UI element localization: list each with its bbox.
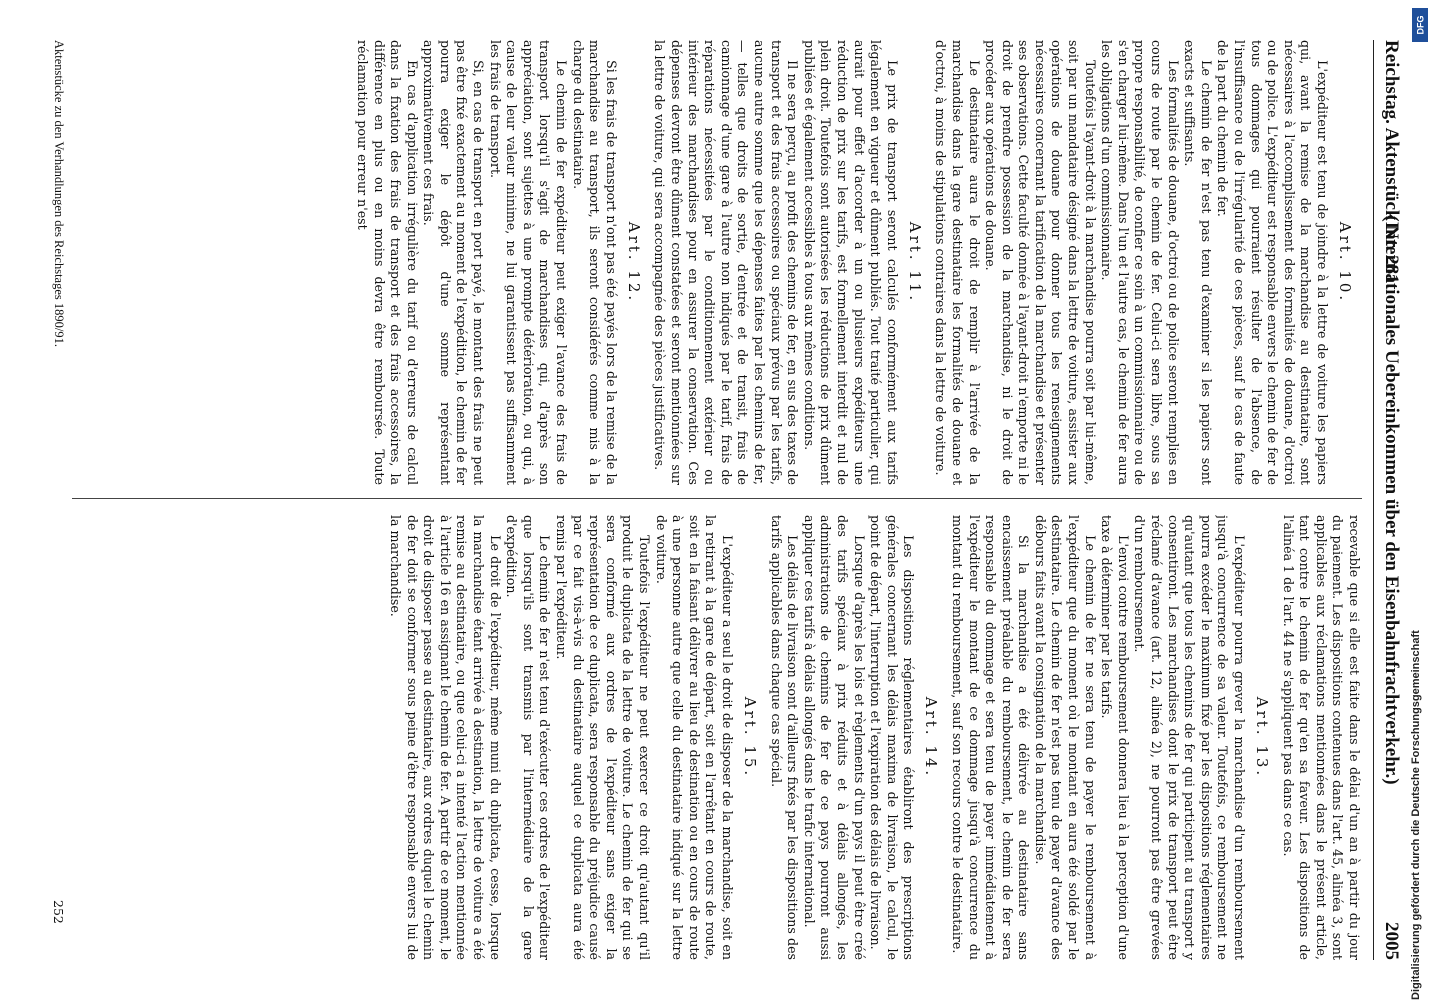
paragraph: Il ne sera perçu, au profit des chemins de fer, en sus des taxes de transport et des frais accessoires ou spéciaux prévus par les tarifs, aucune autre somme que les dépenses faites par les chemins de fer, — telles que droits de sortie, d'entrée et de transit, frais de camionnage d'une gare à l'autre non indiqués par le tarif, frais de réparations nécessitées par le conditionnement extérieur ou intérieur des marchandises pour en assurer la conservation. Ces dépenses devront être dûment constatées et seront mentionnées sur la lettre de voiture, qui sera accompagnée des pièces justificatives.: [652, 40, 801, 485]
paragraph: Le droit de l'expéditeur, même muni du duplicata, cesse, lorsque la marchandise étant arrivée à destination, la lettre de voiture a été remise au destinataire, ou que celui-ci a intenté l'action mentionnée à l'article 16 en assignant le chemin de fer. A partir de ce moment, le droit de disposer passe au destinataire, aux ordres duquel le chemin de fer doit se conformer sous peine d'être responsable envers lui de la marchandise.: [388, 515, 503, 960]
article-heading: Art. 13.: [1253, 696, 1272, 779]
article-heading: Art. 12.: [624, 221, 643, 304]
paragraph: Le chemin de fer expéditeur peut exiger l'avance des frais de transport lorsqu'il s'agit de marchandises qui, d'après son appréciation, sont sujettes à une prompte détérioration, ou qui, à cause de leur valeur minime, ne lui garantissent pas suffisamment les frais de transport.: [487, 40, 570, 485]
right-column: [72, 515, 1362, 960]
paragraph: Toutefois l'ayant-droit à la marchandise pourra soit par lui-même, soit par un mandataire désigné dans la lettre de voiture, assister aux opérations de douane pour donner tous les renseignements nécessaires concernant la tarification de la marchandise et présenter ses observations. Cette faculté donnée à l'ayant-droit n'emporte ni le droit de prendre possession de la marchandise, ni le droit de procéder aux opérations de douane.: [983, 40, 1098, 485]
paragraph: En cas d'application irrégulière du tarif ou d'erreurs de calcul dans la fixation des frais de transport et des frais accessoires, la différence en plus ou en moins devra être remboursée. Toute réclamation pour erreur n'est: [354, 40, 420, 485]
running-head: [1373, 40, 1404, 960]
paragraph: Si, en cas de transport en port payé, le montant des frais ne peut pas être fixé exactement au moment de l'expédition, le chemin de fer pourra exiger le dépôt d'une somme représentant approximativement ces frais.: [421, 40, 487, 485]
sheet-number: 252: [51, 900, 66, 924]
article-heading: Art. 14.: [922, 696, 941, 779]
left-column: [72, 40, 1362, 485]
paragraph: L'expéditeur pourra grever la marchandise d'un remboursement jusqu'à concurrence de sa valeur. Toutefois, ce remboursement ne pourra excéder le maximum fixé par les dispositions réglementaires qu'autant que tous les chemins de fer qui participent au transport y consentiront. Les marchandises dont le prix de transport peut être réclamé d'avance (art. 12, alinéa 2), ne pourront pas être grevées d'un remboursement.: [1132, 515, 1248, 960]
dfg-logo-icon: [1412, 8, 1428, 42]
paragraph: Le destinataire aura le droit de remplir à l'arrivée de la marchandise dans la gare destinataire les formalités de douane et d'octroi, à moins de stipulations contraires dans la lettre de voiture.: [933, 40, 982, 485]
running-head-center: (Internationales Uebereinkommen über den Eisenbahnfrachtverkehr.): [1381, 215, 1402, 785]
paragraph: Si la marchandise a été délivrée au destinataire sans encaissement préalable du remboursement, le chemin de fer sera responsable du dommage et sera tenu de payer immédiatement à l'expéditeur le montant de ce dommage jusqu'à concurrence du montant du remboursement, sauf son recours contre le destinataire.: [949, 515, 1032, 960]
dfg-logo-text: DFG: [1415, 15, 1425, 35]
article-heading: Art. 11.: [905, 221, 924, 304]
article-heading: Art. 10.: [1336, 221, 1354, 304]
footer-signature: Aktenstücke zu den Verhandlungen des Reichstages 1890/91.: [52, 40, 66, 347]
paragraph: Le prix de transport seront calculés conformément aux tarifs légalement en vigueur et dûment publiés. Tout traité particulier, qui aurait pour effet d'accorder à un ou plusieurs expéditeurs une réduction de prix sur les tarifs, est formellement interdit et nul de plein droit. Toutefois sont autorisées les réductions de prix dûment publiées et également accessibles à tous aux mêmes conditions.: [801, 40, 900, 485]
paragraph: Les délais de livraison sont d'ailleurs fixés par les dispositions des tarifs applicables dans chaque cas spécial.: [768, 515, 801, 960]
paragraph: Le chemin de fer n'est pas tenu d'examiner si les papiers sont exacts et suffisants.: [1182, 40, 1214, 485]
paragraph: Les formalités de douane, d'octroi ou de police seront remplies en cours de route par le chemin de fer. Celui-ci sera libre, sous sa propre responsabilité, de confier ce soin à un commissionnaire ou de s'en charger lui-même. Dans l'un et l'autre cas, le chemin de fer aura les obligations d'un commissionnaire.: [1099, 40, 1181, 485]
running-head-left: Reichstag. Aktenstück Nr. 281.: [1381, 40, 1402, 289]
digitization-note: Digitalisierung gefördert durch die Deutsche Forschungsgemeinschaft: [1410, 630, 1422, 1000]
paragraph: Lorsque d'après les lois et règlements d'un pays il peut être créé des tarifs spéciaux à prix réduits et à délais allongés, les administrations de chemins de fer de ce pays pourront aussi appliquer ces tarifs à délais allongés dans le trafic international.: [801, 515, 867, 960]
paragraph: L'expéditeur est tenu de joindre à la lettre de voiture les papiers qui, avant la remise de la marchandise au destinataire, sont nécessaires à l'accomplissement des formalités de douane, d'octroi ou de police. L'expéditeur est responsable envers le chemin de fer de tous dommages qui pourraient résulter de l'absence, de l'insuffisance ou de l'irrégularité de ces pièces, sauf le cas de faute de la part du chemin de fer.: [1215, 40, 1330, 485]
paragraph: L'expéditeur a seul le droit de disposer de la marchandise, soit en la retirant à la gare de départ, soit en l'arrêtant en cours de route, soit en la faisant délivrer au lieu de destination ou en cours de route à une personne autre que celle du destinataire indiqué sur la lettre de voiture.: [653, 515, 735, 960]
page-number-top: 2005: [1381, 922, 1402, 960]
paragraph: Si les frais de transport n'ont pas été payés lors de la remise de la marchandise au transport, ils seront considérés comme mis à la charge du destinataire.: [570, 40, 619, 485]
paragraph: Le chemin de fer ne sera tenu de payer le remboursement à l'expéditeur que du moment où le montant en aura été soldé par le destinataire. Le chemin de fer n'est pas tenu de payer d'avance des débours faits avant la consignation de la marchandise.: [1032, 515, 1098, 960]
paragraph: Le chemin de fer n'est tenu d'exécuter ces ordres de l'expéditeur que lorsqu'ils sont transmis par l'intermédiaire de la gare d'expédition.: [504, 515, 553, 960]
paragraph-continuation: recevable que si elle est faite dans le délai d'un an à partir du jour du paiement. Les dispositions contenues dans l'art. 45, alinéa 3, sont applicables aux réclamations mentionnées dans le présent article, tant contre le chemin de fer qu'en sa faveur. Les dispositions de l'alinéa 1 de l'art. 44 ne s'appliquent pas dans ce cas.: [1280, 515, 1362, 960]
column-divider: [72, 498, 1362, 499]
paragraph: Toutefois l'expéditeur ne peut exercer ce droit qu'autant qu'il produit le duplicata de la lettre de voiture. Le chemin de fer qui se sera conformé aux ordres de l'expéditeur sans exiger la représentation de ce duplicata, sera responsable du préjudice causé par ce fait vis-à-vis du destinataire auquel ce duplicata aura été remis par l'expéditeur.: [554, 515, 653, 960]
paragraph: L'envoi contre remboursement donnera lieu à la perception d'une taxe à déterminer par les tarifs.: [1099, 515, 1131, 960]
article-heading: Art. 15.: [741, 696, 759, 779]
paragraph: Les dispositions réglementaires établiront des prescriptions générales concernant les délais maxima de livraison, le calcul, le point de départ, l'interruption et l'expiration des délais de livraison.: [868, 515, 917, 960]
